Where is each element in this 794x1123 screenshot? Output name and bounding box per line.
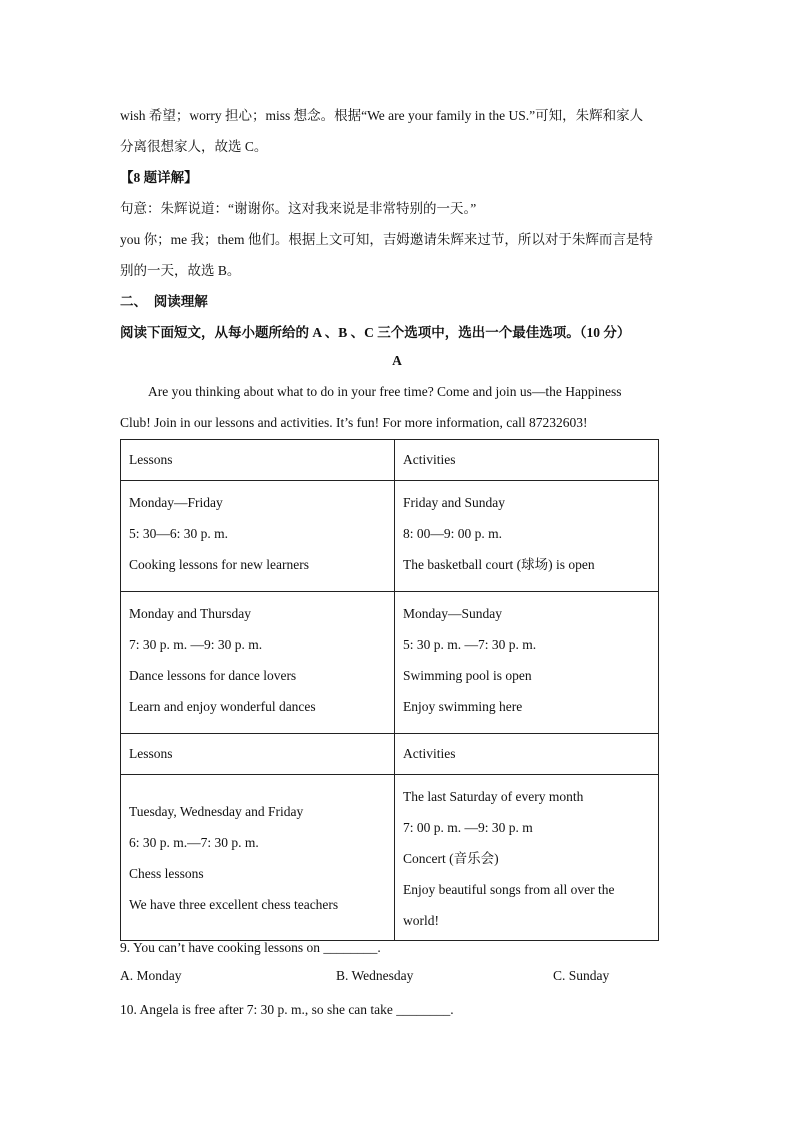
cell-day: The last Saturday of every month [403, 789, 584, 804]
q8-line-2: you 你；me 我；them 他们。根据上文可知，吉姆邀请朱辉来过节，所以对于朱辉而言是特 [120, 232, 653, 247]
q8-line-3: 别的一天，故选 B。 [120, 263, 241, 278]
header-lessons: Lessons [121, 440, 395, 481]
cell-day: Monday—Sunday [403, 606, 502, 621]
lesson-cell [121, 592, 395, 734]
cell-time: 5: 30—6: 30 p. m. [129, 526, 229, 541]
q9-option-b: B. Wednesday [336, 968, 414, 983]
cell-desc: Enjoy beautiful songs from all over the world! [403, 882, 615, 928]
cell-desc: Enjoy swimming here [403, 699, 523, 714]
table-header-row [121, 734, 659, 775]
cell-time: 7: 00 p. m. —9: 30 p. m [403, 820, 533, 835]
header-lessons: Lessons [121, 734, 395, 775]
q9-option-a: A. Monday [120, 968, 182, 983]
table-header-row [121, 440, 659, 481]
passage-label: A [392, 353, 402, 368]
cell-desc: We have three excellent chess teachers [129, 896, 339, 912]
cell-day: Tuesday, Wednesday and Friday [129, 803, 304, 819]
instruction: 阅读下面短文，从每小题所给的 A 、B 、C 三个选项中，选出一个最佳选项。（10 分） [120, 325, 631, 340]
cell-desc: Chess lessons [129, 865, 204, 881]
lesson-cell [121, 775, 395, 941]
intro-line-1: wish 希望；worry 担心；miss 想念。根据“We are your family in the US.”可知，朱辉和家人 [120, 108, 644, 123]
cell-desc: Cooking lessons for new learners [129, 557, 309, 572]
cell-desc: The basketball court (球场) is open [403, 557, 595, 572]
q8-heading: 【8 题详解】 [120, 170, 198, 185]
cell-day: Monday and Thursday [129, 606, 251, 621]
q9-stem: 9. You can’t have cooking lessons on ________. [120, 940, 381, 955]
schedule-table [120, 439, 659, 941]
cell-day: Monday—Friday [129, 495, 223, 510]
intro-line-2: 分离很想家人，故选 C。 [120, 139, 268, 154]
cell-desc: Swimming pool is open [403, 668, 532, 683]
activity-cell [395, 775, 659, 941]
table-row [121, 775, 659, 941]
table-row [121, 592, 659, 734]
cell-desc: Concert (音乐会) [403, 851, 499, 866]
cell-time: 8: 00—9: 00 p. m. [403, 526, 503, 541]
header-activities: Activities [395, 734, 659, 775]
table-row [121, 481, 659, 592]
passage-line-2: Club! Join in our lessons and activities. It’s fun! For more information, call 87232603! [120, 415, 588, 430]
q9-option-c: C. Sunday [553, 968, 610, 983]
cell-day: Friday and Sunday [403, 495, 505, 510]
activity-cell [395, 592, 659, 734]
q8-line-1: 句意：朱辉说道：“谢谢你。这对我来说是非常特别的一天。” [120, 201, 477, 216]
header-activities: Activities [395, 440, 659, 481]
cell-time: 6: 30 p. m.—7: 30 p. m. [129, 834, 259, 850]
section-title: 二、 阅读理解 [120, 294, 208, 309]
q10-stem: 10. Angela is free after 7: 30 p. m., so she can take ________. [120, 1002, 454, 1017]
cell-desc: Learn and enjoy wonderful dances [129, 699, 316, 714]
activity-cell [395, 481, 659, 592]
cell-time: 7: 30 p. m. —9: 30 p. m. [129, 637, 263, 652]
cell-time: 5: 30 p. m. —7: 30 p. m. [403, 637, 537, 652]
cell-desc: Dance lessons for dance lovers [129, 668, 297, 683]
passage-line-1: Are you thinking about what to do in your free time? Come and join us—the Happiness [148, 384, 622, 399]
lesson-cell [121, 481, 395, 592]
